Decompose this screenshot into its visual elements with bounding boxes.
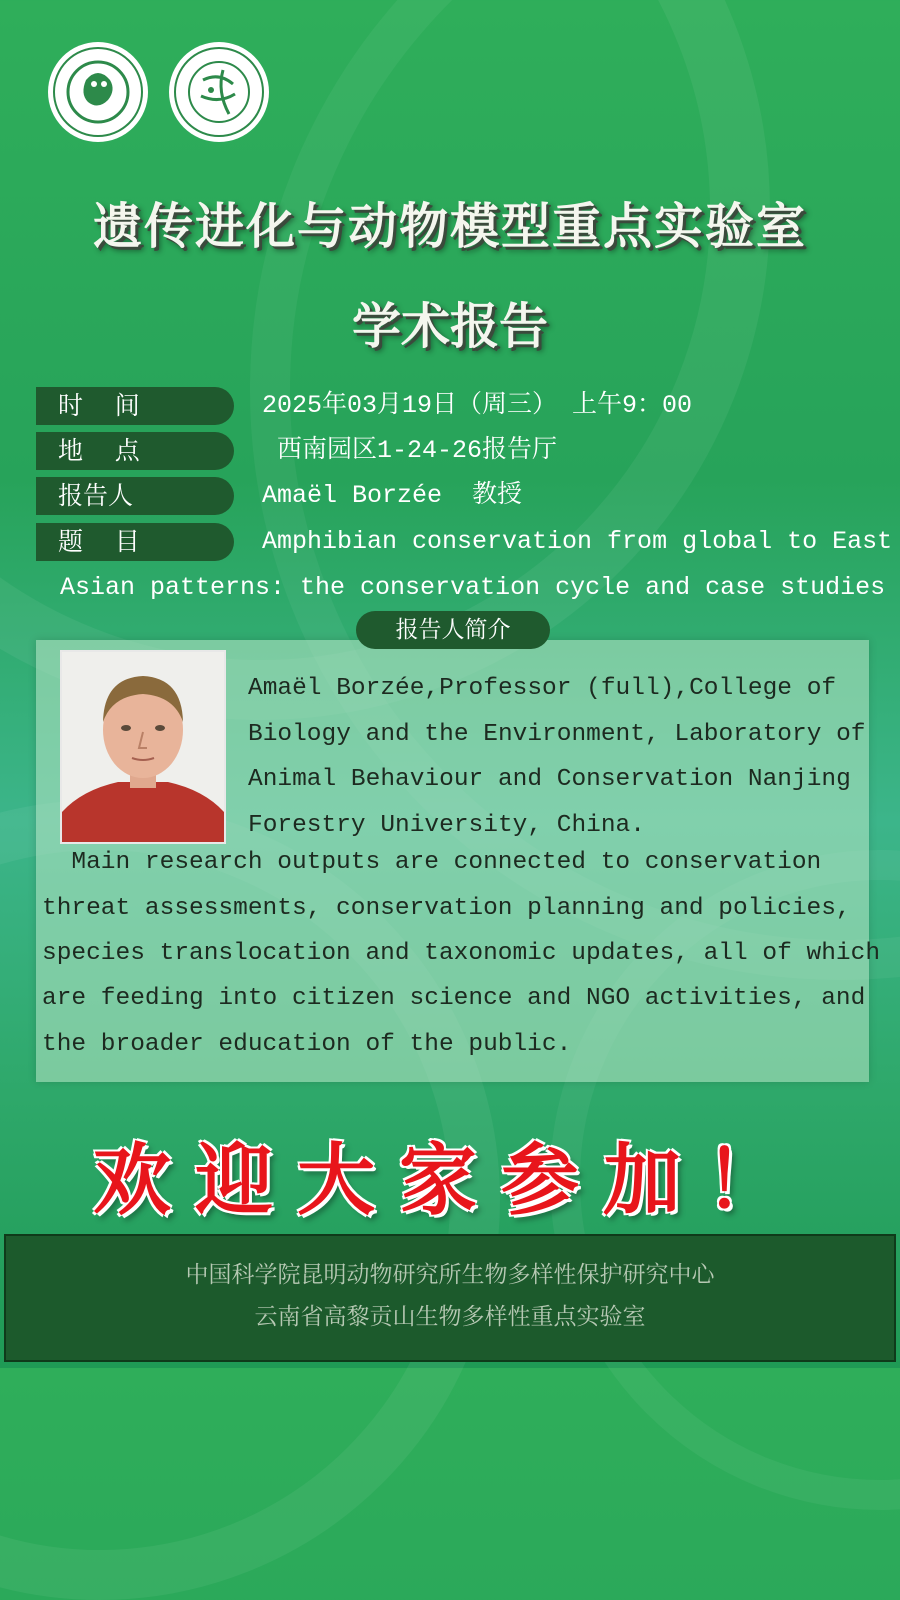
bio-tab: 报告人简介 xyxy=(356,611,550,649)
bio-line: threat assessments, conservation planning and policies, xyxy=(42,895,851,922)
footer xyxy=(4,1234,896,1362)
info-value: 2025年03月19日（周三） 上午9：00 xyxy=(262,391,693,420)
info-value: Amaël Borzée 教授 xyxy=(262,481,523,510)
sklgre-logo xyxy=(163,40,275,144)
page-title: 遗传进化与动物模型重点实验室 xyxy=(92,197,807,255)
info-label: 报告人 xyxy=(36,477,234,515)
bio-line: the broader education of the public. xyxy=(42,1031,572,1058)
bio-line: Forestry University, China. xyxy=(248,812,645,839)
bio-line: Biology and the Environment, Laboratory of xyxy=(248,721,866,748)
bio-line: Main research outputs are connected to conservation xyxy=(42,849,822,876)
info-row-location xyxy=(36,432,896,470)
info-value: Amphibian conservation from global to East xyxy=(262,527,893,556)
info-row-topic xyxy=(36,523,896,561)
bio-line: species translocation and taxonomic updates, all of which xyxy=(42,940,881,967)
welcome-banner: 欢迎大家参加！ xyxy=(92,1135,807,1226)
page-subtitle: 学术报告 xyxy=(351,297,548,355)
kiz-logo xyxy=(42,40,154,144)
info-label: 地 点 xyxy=(36,432,234,470)
bio-line: are feeding into citizen science and NGO activities, and xyxy=(42,985,866,1012)
footer-org-1: 中国科学院昆明动物研究所生物多样性保护研究中心 xyxy=(185,1262,715,1288)
info-label: 时 间 xyxy=(36,387,234,425)
topic-continued: Asian patterns: the conservation cycle and case studies xyxy=(60,573,886,602)
info-label: 题 目 xyxy=(36,523,234,561)
bio-line: Amaël Borzée,Professor (full),College of xyxy=(248,675,837,702)
info-row-speaker xyxy=(36,477,896,515)
footer-org-2: 云南省高黎贡山生物多样性重点实验室 xyxy=(254,1304,646,1330)
info-row-time xyxy=(36,387,896,425)
bio-line: Animal Behaviour and Conservation Nanjing xyxy=(248,766,851,793)
speaker-photo xyxy=(60,650,226,844)
info-value: 西南园区1-24-26报告厅 xyxy=(262,436,558,465)
